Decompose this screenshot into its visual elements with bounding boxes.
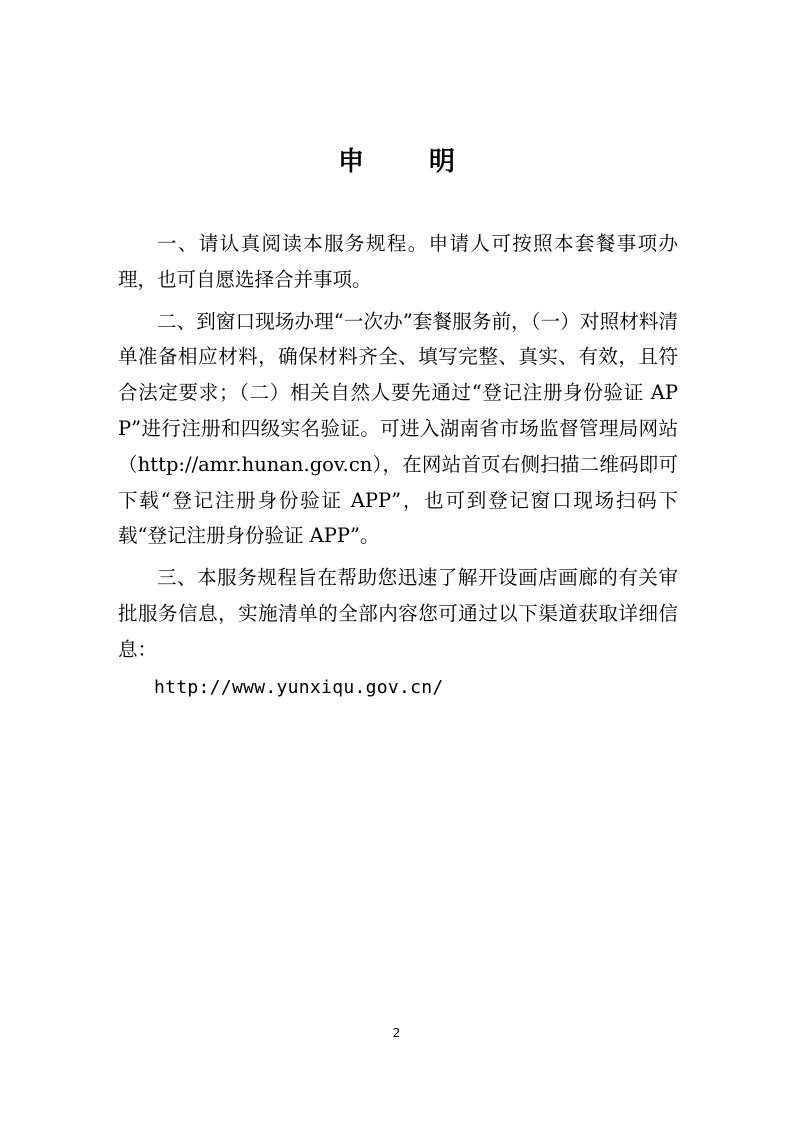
page-number: 2: [392, 1026, 401, 1040]
website-url: http://www.yunxiqu.gov.cn/: [154, 676, 444, 698]
page-title: 申 明: [337, 147, 484, 177]
document-body: [118, 226, 678, 705]
paragraph-1: 一、请认真阅读本服务规程。申请人可按照本套餐事项办理，也可自愿选择合并事项。: [118, 232, 678, 291]
paragraph-3: 三、本服务规程旨在帮助您迅速了解开设画店画廊的有关审批服务信息，实施清单的全部内容您可通过以下渠道获取详细信息：: [118, 566, 678, 661]
paragraph-2: 二、到窗口现场办理“一次办”套餐服务前，（一）对照材料清单准备相应材料，确保材料齐全、填写完整、真实、有效，且符合法定要求；（二）相关自然人要先通过“登记注册身份验证 APP”进行注册和四级实名验证。可进入湖南省市场监督管理局网站（http://amr.hunan.gov.cn），在网站首页右侧扫描二维码即可下载“登记注册身份验证 APP”，也可到登记窗口现场扫码下载“登记注册身份验证 APP”。: [118, 309, 678, 548]
